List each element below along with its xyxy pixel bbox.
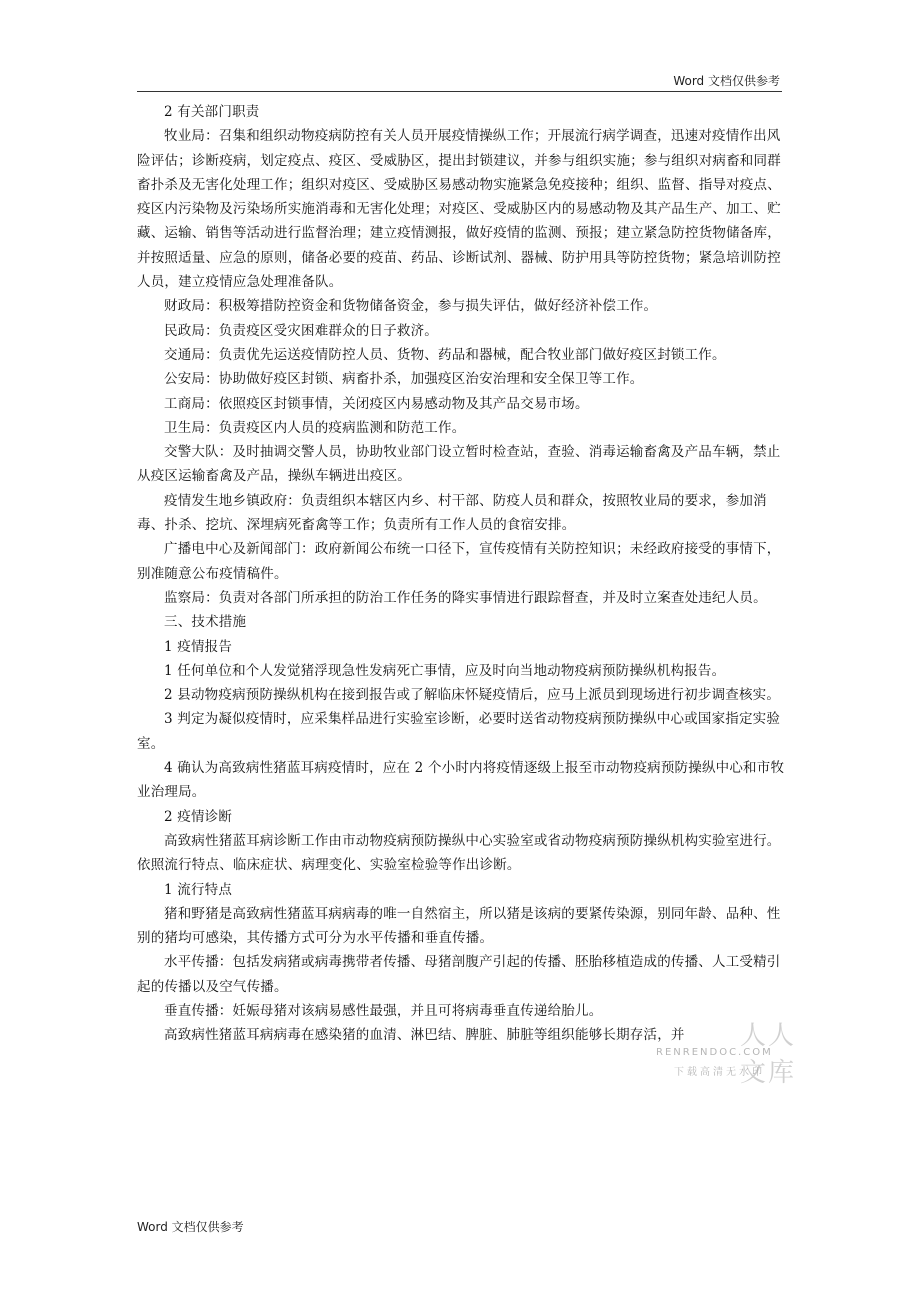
paragraph: 高致病性猪蓝耳病病毒在感染猪的血清、淋巴结、脾脏、肺脏等组织能够长期存活，并 [164,1027,685,1044]
paragraph: 疫情发生地乡镇政府：负责组织本辖区内乡、村干部、防疫人员和群众，按照牧业局的要求，参加消毒、扑杀、挖坑、深埋病死畜禽等工作；负责所有工作人员的食宿安排。 [137,492,767,534]
page-header: Word 文档仅供参考 [673,74,780,88]
watermark-subtitle: 下载高清无水印 [674,1067,765,1078]
paragraph: 高致病性猪蓝耳病诊断工作由市动物疫病预防操纵中心实验室或省动物疫病预防操纵机构实验室进行。依照流行特点、临床症状、病理变化、实验室检验等作出诊断。 [137,832,781,874]
paragraph: 财政局：积极筹措防控资金和货物储备资金，参与损失评估，做好经济补偿工作。 [164,298,658,315]
paragraph: 工商局：依照疫区封锁事情，关闭疫区内易感动物及其产品交易市场。 [164,395,589,412]
watermark-url: RENRENDOC.COM [656,1047,773,1058]
header-rule [137,91,782,92]
document-body [137,100,785,1048]
paragraph: 1 任何单位和个人发觉猪浮现急性发病死亡事情，应及时向当地动物疫病预防操纵机构报告。 [164,662,726,679]
watermark [656,1015,797,1088]
paragraph: 民政局：负责疫区受灾困难群众的日子救济。 [164,322,438,339]
paragraph: 水平传播：包括发病猪或病毒携带者传播、母猪剖腹产引起的传播、胚胎移植造成的传播、人工受精引起的传播以及空气传播。 [137,954,781,995]
paragraph: 广播电中心及新闻部门：政府新闻公布统一口径下，宣传疫情有关防控知识；未经政府接受的事情下，别准随意公布疫情稿件。 [137,541,781,582]
subsection-heading: 1 疫情报告 [164,638,233,655]
watermark-logo: 人人文库 [740,1021,797,1088]
paragraph: 卫生局：负责疫区内人员的疫病监测和防范工作。 [164,419,466,436]
paragraph: 牧业局：召集和组织动物疫病防控有关人员开展疫情操纵工作；开展流行病学调查，迅速对疫情作出风险评估；诊断疫病，划定疫点、疫区、受威胁区，提出封锁建议，并参与组织实施；参与组织对病畜和同群畜扑杀及无害化处理工作；组织对疫区、受威胁区易感动物实施紧急免疫接种；组织、监督、指导对疫点、疫区内污染物及污染场所实施消毒和无害化处理；对疫区、受威胁区内的易感动物及其产品生产、加工、贮藏、运输、销售等活动进行监督治理；建立疫情测报，做好疫情的监测、预报；建立紧急防控货物储备库，并按照适量、应急的原则，储备必要的疫苗、药品、诊断试剂、器械、防护用具等防控货物；紧急培训防控人员，建立疫情应急处理准备队。 [137,128,781,291]
paragraph: 4 确认为高致病性猪蓝耳病疫情时，应在 2 个小时内将疫情逐级上报至市动物疫病预防操纵中心和市牧业治理局。 [137,760,785,801]
paragraph: 猪和野猪是高致病性猪蓝耳病病毒的唯一自然宿主，所以猪是该病的要紧传染源，别同年龄、品种、性别的猪均可感染，其传播方式可分为水平传播和垂直传播。 [137,905,781,947]
paragraph: 2 有关部门职责 [164,104,260,120]
paragraph: 3 判定为凝似疫情时，应采集样品进行实验室诊断，必要时送省动物疫病预防操纵中心或国家指定实验室。 [137,711,781,752]
page-footer: Word 文档仅供参考 [137,1220,244,1234]
paragraph: 公安局：协助做好疫区封锁、病畜扑杀，加强疫区治安治理和安全保卫等工作。 [164,371,644,388]
paragraph: 2 县动物疫病预防操纵机构在接到报告或了解临床怀疑疫情后，应马上派员到现场进行初步调查核实。 [164,687,781,704]
paragraph: 交通局：负责优先运送疫情防控人员、货物、药品和器械，配合牧业部门做好疫区封锁工作。 [164,346,726,363]
paragraph: 交警大队：及时抽调交警人员，协助牧业部门设立暂时检查站，查验、消毒运输畜禽及产品车辆，禁止从疫区运输畜禽及产品，操纵车辆进出疫区。 [137,444,781,485]
paragraph: 监察局：负责对各部门所承担的防治工作任务的降实事情进行跟踪督查，并及时立案查处违纪人员。 [164,589,767,606]
subsection-heading: 2 疫情诊断 [164,808,233,825]
section-heading: 三、技术措施 [164,614,247,631]
paragraph: 垂直传播：妊娠母猪对该病易感性最强，并且可将病毒垂直传递给胎儿。 [164,1002,603,1019]
subsection-heading: 1 流行特点 [164,881,233,898]
